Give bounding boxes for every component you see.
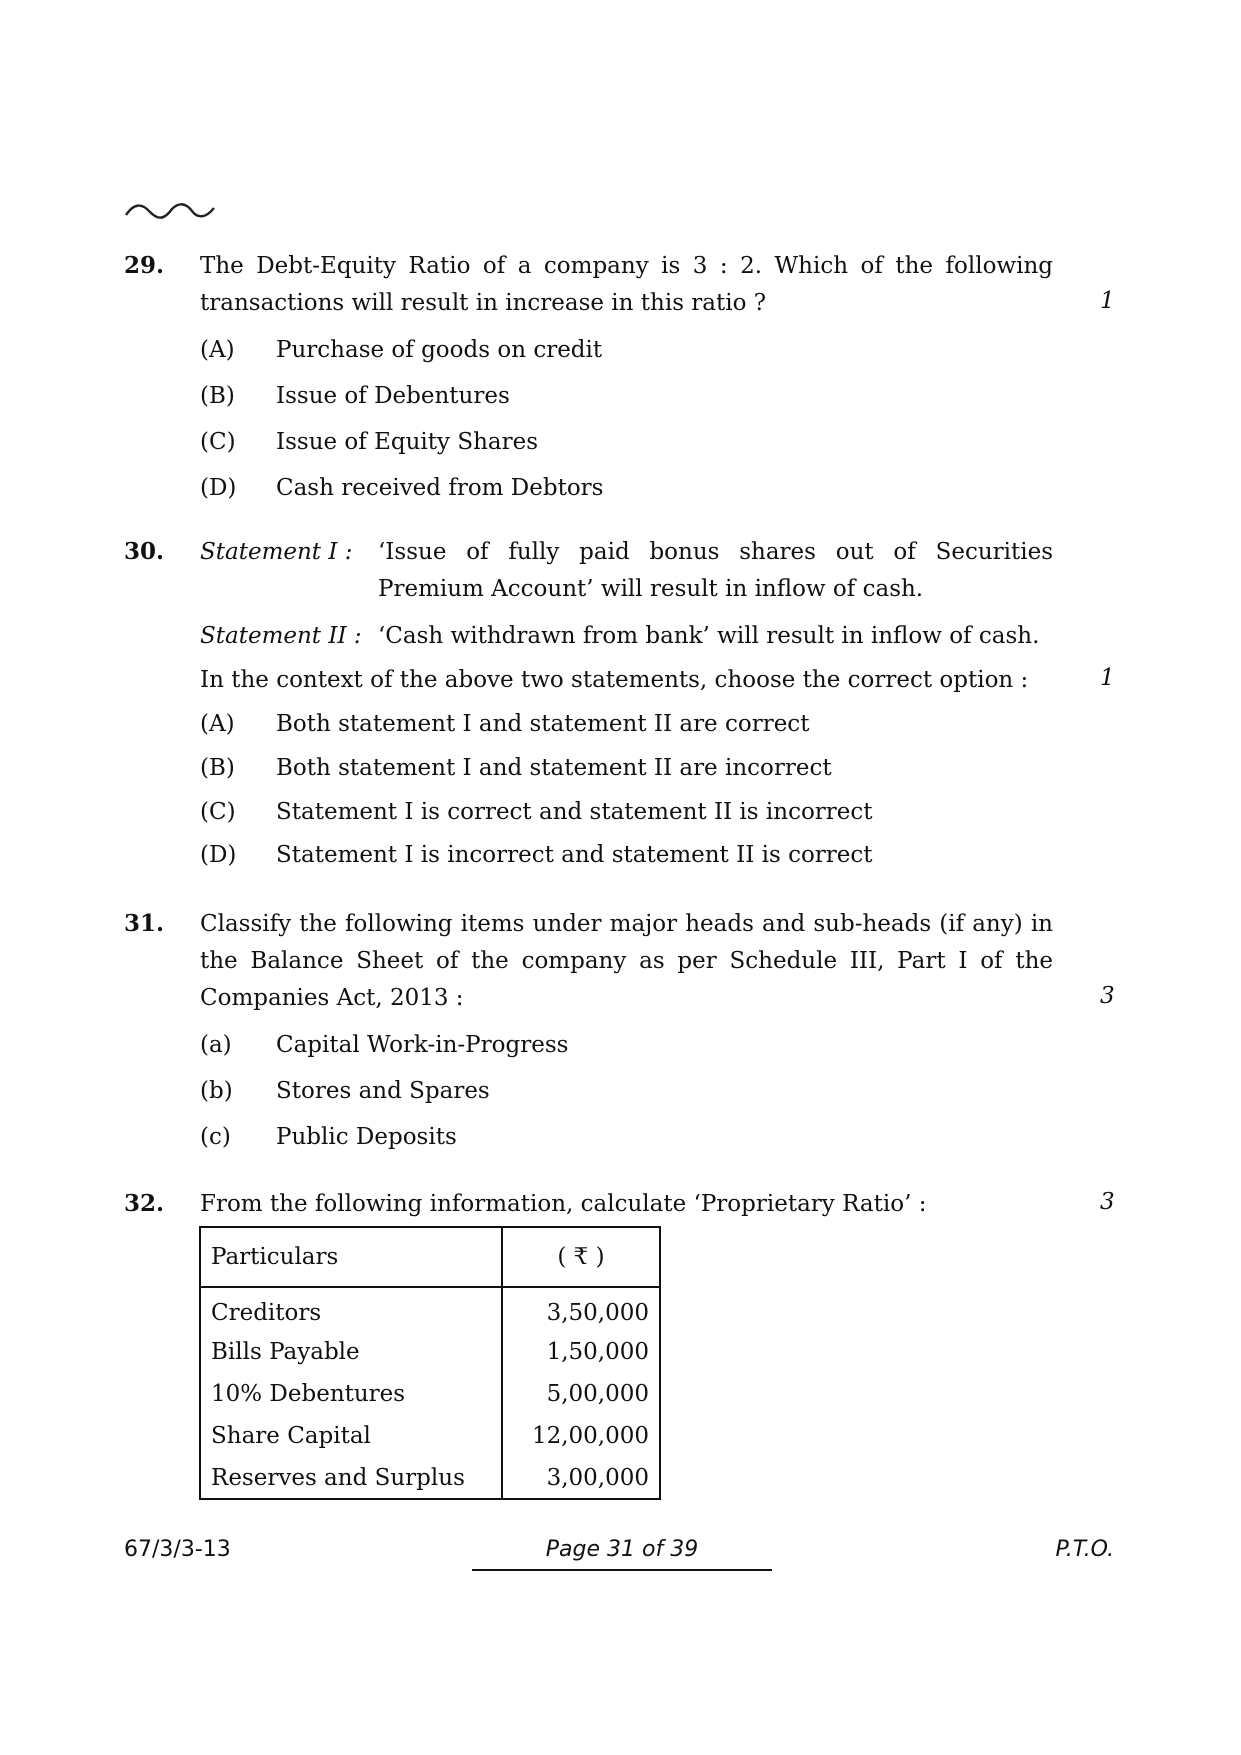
table-cell-amount: 12,00,000 xyxy=(502,1415,660,1457)
table-row xyxy=(200,1287,660,1331)
option-label: (C) xyxy=(200,799,236,825)
page-number-underline xyxy=(472,1569,772,1571)
table-cell-particular: Reserves and Surplus xyxy=(200,1457,502,1499)
option-text: Public Deposits xyxy=(276,1124,457,1150)
option-label: (D) xyxy=(200,842,237,868)
option-text: Issue of Debentures xyxy=(276,383,510,409)
page-number: Page 31 of 39 xyxy=(545,1537,699,1562)
instruction-text: In the context of the above two statements, choose the correct option : xyxy=(200,667,1029,693)
option-label: (A) xyxy=(200,711,235,737)
table-header-cell: Particulars xyxy=(200,1227,502,1287)
statement-label: Statement II : xyxy=(200,623,362,649)
option-text: Both statement I and statement II are incorrect xyxy=(276,755,832,781)
table-header-cell: ( ₹ ) xyxy=(502,1227,660,1287)
option-label: (B) xyxy=(200,383,235,409)
table-row xyxy=(200,1415,660,1457)
wave-mark-icon xyxy=(124,198,216,224)
option-text: Statement I is correct and statement II is incorrect xyxy=(276,799,873,825)
pto-label: P.T.O. xyxy=(1055,1537,1114,1562)
statement-text: ‘Cash withdrawn from bank’ will result in inflow of cash. xyxy=(378,623,1040,649)
option-text: Statement I is incorrect and statement II is correct xyxy=(276,842,873,868)
question-number: 30. xyxy=(124,538,165,565)
table-cell-amount: 3,50,000 xyxy=(502,1287,660,1331)
option-label: (b) xyxy=(200,1078,233,1104)
marks-label: 3 xyxy=(1100,983,1115,1009)
paper-code: 67/3/3-13 xyxy=(124,1537,231,1562)
marks-label: 1 xyxy=(1100,665,1115,691)
option-label: (B) xyxy=(200,755,235,781)
table-cell-amount: 3,00,000 xyxy=(502,1457,660,1499)
question-text-line: From the following information, calculate ‘Proprietary Ratio’ : xyxy=(200,1191,927,1217)
question-text-line: Classify the following items under major heads and sub-heads (if any) in xyxy=(200,911,1053,937)
table-header-row xyxy=(200,1227,660,1287)
option-label: (a) xyxy=(200,1032,232,1058)
table-cell-amount: 5,00,000 xyxy=(502,1373,660,1415)
question-number: 29. xyxy=(124,252,165,279)
table-row xyxy=(200,1457,660,1499)
option-text: Purchase of goods on credit xyxy=(276,337,603,363)
question-text-line: Companies Act, 2013 : xyxy=(200,985,464,1011)
particulars-table xyxy=(199,1226,661,1500)
table-cell-amount: 1,50,000 xyxy=(502,1331,660,1373)
option-text: Cash received from Debtors xyxy=(276,475,604,501)
table-cell-particular: Share Capital xyxy=(200,1415,502,1457)
option-label: (C) xyxy=(200,429,236,455)
statement-text-line: ‘Issue of fully paid bonus shares out of Securities xyxy=(378,539,1053,565)
statement-label: Statement I : xyxy=(200,539,353,565)
table-cell-particular: Creditors xyxy=(200,1287,502,1331)
option-text: Issue of Equity Shares xyxy=(276,429,539,455)
table-cell-particular: 10% Debentures xyxy=(200,1373,502,1415)
marks-label: 1 xyxy=(1100,288,1115,314)
statement-text-line: Premium Account’ will result in inflow of cash. xyxy=(378,576,924,602)
question-text-line: the Balance Sheet of the company as per Schedule III, Part I of the xyxy=(200,948,1053,974)
table-row xyxy=(200,1373,660,1415)
option-label: (c) xyxy=(200,1124,231,1150)
question-number: 31. xyxy=(124,910,165,937)
option-text: Stores and Spares xyxy=(276,1078,490,1104)
question-text-line: transactions will result in increase in this ratio ? xyxy=(200,290,767,316)
option-text: Capital Work-in-Progress xyxy=(276,1032,569,1058)
question-text-line: The Debt-Equity Ratio of a company is 3 : 2. Which of the following xyxy=(200,253,1053,279)
option-label: (A) xyxy=(200,337,235,363)
question-number: 32. xyxy=(124,1190,165,1217)
table-row xyxy=(200,1331,660,1373)
option-text: Both statement I and statement II are correct xyxy=(276,711,810,737)
table-cell-particular: Bills Payable xyxy=(200,1331,502,1373)
option-label: (D) xyxy=(200,475,237,501)
marks-label: 3 xyxy=(1100,1189,1115,1215)
